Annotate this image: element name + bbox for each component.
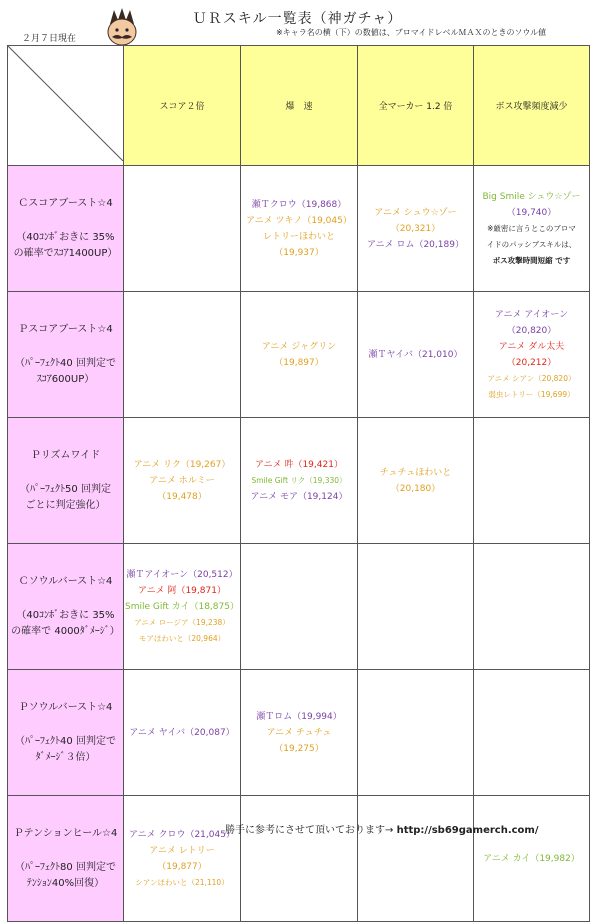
skill-cell — [474, 418, 590, 544]
character-entry: （19,937） — [274, 247, 324, 258]
character-entry: Smile Gift カイ（18,875） — [125, 601, 239, 612]
character-entry: アニメ リク（19,267） — [133, 459, 231, 470]
character-entry: モアほわいと（20,964） — [138, 633, 226, 643]
character-entry: （19,877） — [157, 861, 207, 872]
character-entry: ※厳密に言うとこのブロマ — [487, 223, 576, 233]
skill-name: Ｃスコアブースト☆4 — [18, 197, 113, 209]
skill-cell — [474, 292, 590, 418]
character-entry: （19,897） — [274, 357, 324, 368]
character-entry: アニメ レトリー — [149, 845, 215, 856]
skill-name: Ｐソウルバースト☆4 — [18, 701, 113, 713]
skill-description — [8, 860, 123, 892]
skill-name: Ｐテンションヒール☆4 — [13, 827, 118, 839]
table-row — [8, 796, 590, 922]
skill-description — [8, 734, 123, 766]
skill-description — [8, 482, 123, 514]
row-header-skill — [8, 796, 124, 922]
skill-description — [8, 356, 123, 388]
character-entry: Big Smile シュウ☆ゾー — [482, 191, 581, 202]
character-entry: アニメ ホルミー — [149, 475, 215, 486]
character-entry: 瀬Ｔロム（19,994） — [256, 711, 342, 722]
character-entry: （20,820） — [506, 325, 557, 336]
row-header-skill — [8, 166, 124, 292]
row-header-skill — [8, 418, 124, 544]
character-entry: アニメ シュウ☆ゾー — [374, 207, 457, 218]
character-entry: ボス攻撃時間短縮 です — [492, 255, 571, 265]
row-header-skill — [8, 544, 124, 670]
page-title: ＵＲスキル一覧表（神ガチャ） — [192, 11, 403, 27]
skill-cell — [474, 796, 590, 922]
soul-value-note: ※キャラ名の横（下）の数値は、ブロマイドレベルＭＡＸのときのソウル値 — [276, 28, 547, 37]
skill-cell — [124, 166, 241, 292]
character-entry: （20,321） — [390, 223, 441, 234]
column-header-all-marker: 全マーカー 1.2 倍 — [358, 46, 474, 166]
skill-cell — [358, 292, 474, 418]
character-entry: Smile Gift リク（19,330） — [251, 475, 347, 485]
skill-cell — [241, 670, 358, 796]
skill-cell — [124, 544, 241, 670]
as-of-date: ２月７日現在 — [22, 34, 77, 44]
character-entry: （20,180） — [390, 483, 441, 494]
skill-cell — [241, 418, 358, 544]
skill-cell — [358, 796, 474, 922]
skill-cell — [358, 544, 474, 670]
table-row — [8, 418, 590, 544]
character-entry: 瀬Ｔヤイバ（21,010） — [368, 349, 463, 360]
skill-table — [7, 45, 590, 922]
column-header-boss-attack: ボス攻撃頻度減少 — [474, 46, 590, 166]
character-entry: 弱虫レトリー（19,699） — [488, 389, 575, 399]
column-header-speed: 爆 速 — [241, 46, 358, 166]
skill-cell — [358, 166, 474, 292]
skill-description-line: ﾀﾞﾒｰｼﾞ３倍） — [35, 751, 96, 763]
skill-description-line: （40ｺﾝﾎﾞおきに 35% — [16, 609, 115, 621]
character-entry: イドのパッシブスキルは、 — [486, 239, 577, 249]
character-entry: シアンほわいと（21,110） — [135, 877, 229, 887]
skill-cell — [474, 670, 590, 796]
row-header-skill — [8, 670, 124, 796]
skill-cell — [124, 796, 241, 922]
skill-cell — [124, 292, 241, 418]
character-entry: アニメ ヤイバ（20,087） — [129, 727, 235, 738]
character-entry: アニメ ツキノ（19,045） — [246, 215, 352, 226]
skill-description-line: の確率で 4000ﾀﾞﾒｰｼﾞ） — [11, 625, 120, 637]
table-row — [8, 292, 590, 418]
character-entry: アニメ クロウ（21,045） — [129, 829, 235, 840]
skill-name: Ｐスコアブースト☆4 — [18, 323, 113, 335]
skill-description-line: ごとに判定強化） — [25, 499, 106, 511]
skill-description-line: ﾃﾝｼｮﾝ40%回復） — [26, 877, 105, 889]
character-entry: アニメ ロージア（19,238） — [134, 617, 230, 627]
skill-cell — [241, 292, 358, 418]
row-header-skill — [8, 292, 124, 418]
skill-cell — [474, 166, 590, 292]
skill-name: Ｃソウルバースト☆4 — [18, 575, 113, 587]
character-entry: アニメ カイ（19,982） — [483, 853, 580, 864]
skill-description — [8, 230, 123, 262]
character-entry: アニメ チュチュ — [266, 727, 332, 738]
mascot-icon — [100, 6, 144, 48]
skill-cell — [358, 670, 474, 796]
skill-description-line: （40ｺﾝﾎﾞおきに 35% — [16, 231, 115, 243]
skill-description — [8, 608, 123, 640]
skill-cell — [124, 418, 241, 544]
character-entry: 瀬Ｔクロウ（19,868） — [251, 199, 347, 210]
skill-description-line: （ﾊﾟｰﾌｪｸﾄ40 回判定で — [15, 735, 116, 747]
source-link[interactable]: http://sb69gamerch.com/ — [396, 825, 539, 836]
table-row — [8, 544, 590, 670]
table-row — [8, 670, 590, 796]
skill-cell — [241, 166, 358, 292]
character-entry: アニメ シアン（20,820） — [487, 373, 576, 383]
character-entry: （20,212） — [506, 357, 557, 368]
character-entry: チュチュほわいと — [379, 467, 452, 478]
skill-cell — [358, 418, 474, 544]
skill-description-line: ｽｺｱ600UP） — [36, 373, 95, 385]
table-row — [8, 166, 590, 292]
skill-cell — [474, 544, 590, 670]
character-entry: レトリーほわいと — [262, 231, 335, 242]
skill-description-line: （ﾊﾟｰﾌｪｸﾄ50 回判定 — [20, 483, 111, 495]
character-entry: （19,478） — [157, 491, 207, 502]
character-entry: （19,740） — [506, 207, 557, 218]
character-entry: アニメ 阿（19,871） — [138, 585, 226, 596]
skill-cell — [241, 796, 358, 922]
skill-description-line: （ﾊﾟｰﾌｪｸﾄ40 回判定で — [15, 357, 116, 369]
skill-name: Ｐリズムワイド — [30, 449, 101, 461]
footer — [225, 821, 539, 836]
footer-text: 勝手に参考にさせて頂いております→ — [225, 825, 394, 836]
character-entry: アニメ ダル太夫 — [498, 341, 565, 352]
skill-cell — [124, 670, 241, 796]
column-header-score-double: スコア２倍 — [124, 46, 241, 166]
character-entry: アニメ モア（19,124） — [250, 491, 348, 502]
character-entry: （19,275） — [274, 743, 324, 754]
skill-description-line: （ﾊﾟｰﾌｪｸﾄ80 回判定で — [15, 861, 116, 873]
character-entry: アニメ アイオーン — [494, 309, 569, 320]
character-entry: アニメ ロム（20,189） — [367, 239, 464, 250]
skill-description-line: の確率でｽｺｱ1400UP） — [13, 247, 118, 259]
character-entry: 瀬Ｔアイオーン（20,512） — [126, 569, 238, 580]
character-entry: アニメ ジャグリン — [261, 341, 337, 352]
corner-cell — [8, 46, 124, 166]
skill-cell — [241, 544, 358, 670]
character-entry: アニメ 吽（19,421） — [255, 459, 343, 470]
